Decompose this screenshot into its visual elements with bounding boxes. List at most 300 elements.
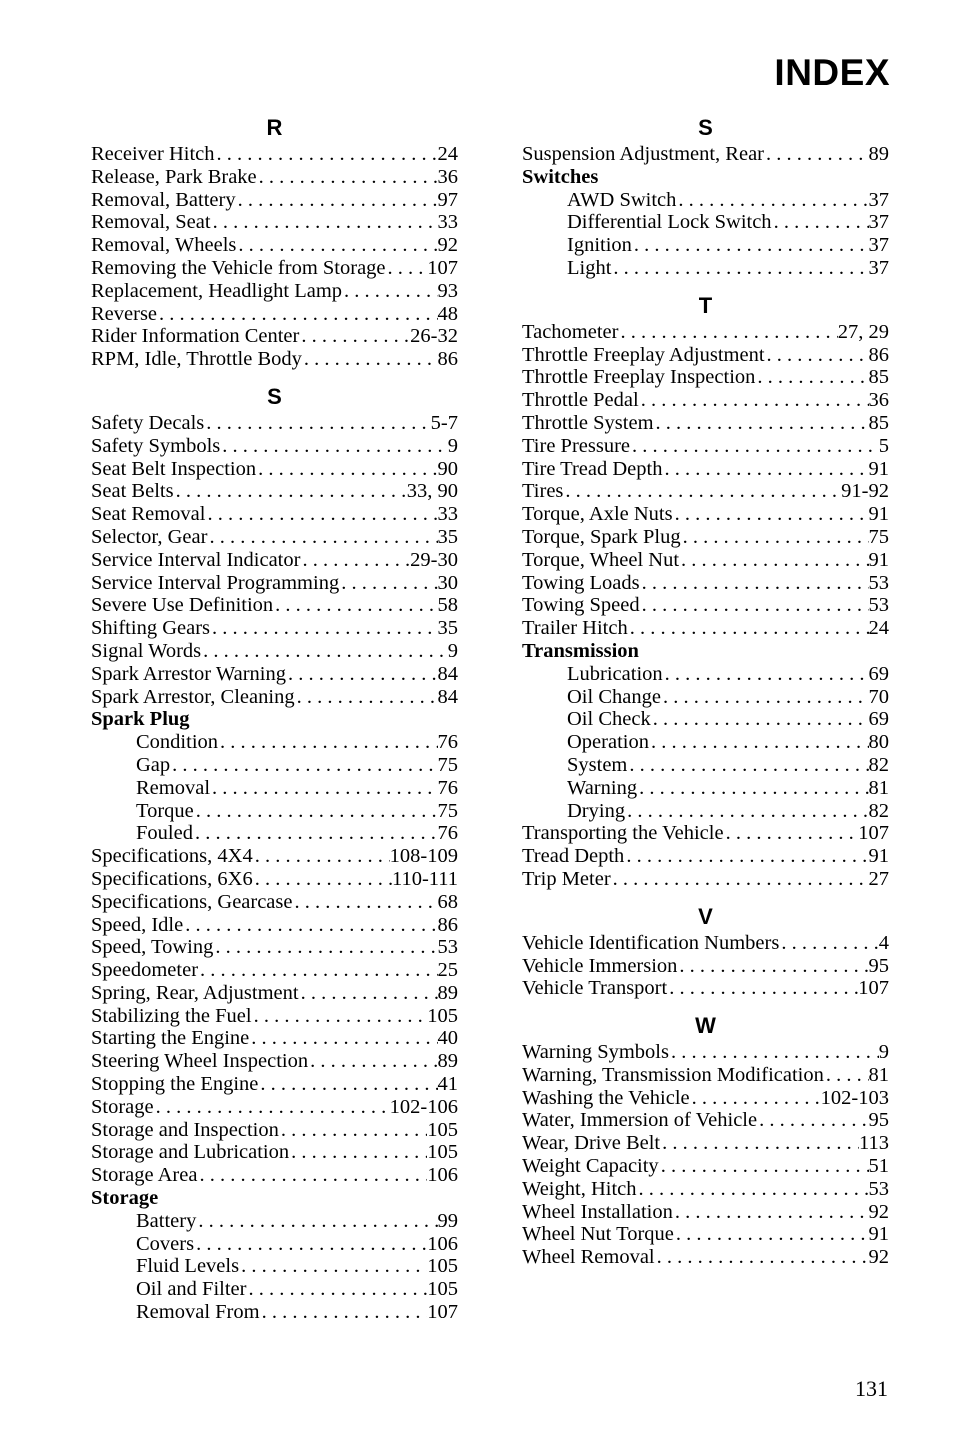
dot-leader	[211, 211, 438, 234]
index-entry	[522, 572, 889, 595]
entry-text: Tire Pressure	[522, 434, 631, 457]
entry-page-ref: 75	[437, 799, 458, 822]
entry-text: Throttle Freeplay Inspection	[522, 366, 756, 389]
entry-page-ref: 107	[858, 977, 889, 1000]
dot-leader	[624, 845, 868, 868]
index-entry	[91, 480, 458, 503]
entry-text: Spark Arrestor Warning	[91, 662, 286, 685]
entry-page-ref: 91	[868, 503, 889, 526]
dot-leader	[236, 189, 438, 212]
index-entry	[522, 526, 889, 549]
entry-page-ref: 30	[437, 571, 458, 594]
index-subentry	[91, 1210, 458, 1233]
index-subentry	[522, 777, 889, 800]
dot-leader	[765, 344, 869, 367]
dot-leader	[824, 1064, 869, 1087]
entry-text: Throttle Freeplay Adjustment	[522, 343, 765, 366]
entry-page-ref: 4	[878, 931, 889, 954]
entry-page-ref: 36	[437, 165, 458, 188]
index-entry	[522, 366, 889, 389]
index-entry	[91, 348, 458, 371]
dot-leader	[659, 1155, 869, 1178]
dot-leader	[239, 1255, 427, 1278]
entry-page-ref: 76	[437, 731, 458, 754]
entry-page-ref: 53	[868, 1177, 889, 1200]
index-entry	[522, 1178, 889, 1201]
dot-leader	[654, 412, 869, 435]
entry-page-ref: 37	[868, 256, 889, 279]
entry-page-ref: 69	[868, 662, 889, 685]
section-letter: W	[695, 1013, 716, 1039]
dot-leader	[302, 348, 438, 371]
index-subentry	[91, 822, 458, 845]
index-entry	[91, 1141, 458, 1164]
entry-page-ref: 92	[868, 1200, 889, 1223]
dot-leader	[194, 800, 438, 823]
dot-leader	[205, 503, 437, 526]
index-entry	[91, 640, 458, 663]
dot-leader	[236, 234, 437, 257]
entry-text: Torque, Spark Plug	[522, 525, 681, 548]
index-entry	[522, 1201, 889, 1224]
index-subentry	[522, 754, 889, 777]
entry-page-ref: 91	[868, 845, 889, 868]
dot-leader	[628, 617, 869, 640]
index-subentry	[522, 189, 889, 212]
index-entry	[91, 412, 458, 435]
entry-text: Washing the Vehicle	[522, 1086, 690, 1109]
entry-text: Removal, Wheels	[91, 234, 237, 257]
entry-text: Wheel Nut Torque	[522, 1223, 674, 1246]
dot-leader	[170, 754, 437, 777]
dot-leader	[273, 594, 437, 617]
index-column-right	[522, 113, 889, 1269]
dot-leader	[342, 280, 437, 303]
index-entry	[91, 549, 458, 572]
index-entry	[91, 234, 458, 257]
index-subentry	[91, 777, 458, 800]
entry-text: Specifications, 6X6	[91, 867, 253, 890]
index-entry	[522, 868, 889, 891]
dot-leader	[640, 572, 869, 595]
entry-text: Tachometer	[522, 320, 619, 343]
entry-page-ref: 105	[427, 1141, 458, 1164]
index-entry	[522, 321, 889, 344]
section-letter: S	[698, 115, 713, 140]
entry-page-ref: 48	[437, 302, 458, 325]
dot-leader	[194, 1233, 427, 1256]
entry-text: Towing Loads	[522, 571, 640, 594]
entry-text: Weight Capacity	[522, 1155, 659, 1178]
entry-text: Drying	[567, 799, 626, 822]
entry-page-ref: 24	[868, 617, 889, 640]
entry-page-ref: 40	[437, 1027, 458, 1050]
index-entry	[91, 458, 458, 481]
index-entry	[91, 211, 458, 234]
entry-text: Storage and Inspection	[91, 1118, 279, 1141]
entry-page-ref: 89	[437, 981, 458, 1004]
dot-leader	[625, 800, 868, 823]
entry-text: Release, Park Brake	[91, 165, 257, 188]
dot-leader	[213, 936, 437, 959]
index-entry	[522, 503, 889, 526]
dot-leader	[679, 549, 868, 572]
entry-page-ref: 68	[437, 890, 458, 913]
entry-page-ref: 9	[878, 1041, 889, 1064]
entry-text: Shifting Gears	[91, 617, 210, 640]
index-entry	[522, 480, 889, 503]
entry-text: Service Interval Programming	[91, 571, 340, 594]
entry-page-ref: 27	[868, 867, 889, 890]
entry-text: Selector, Gear	[91, 525, 208, 548]
entry-page-ref: 53	[437, 936, 458, 959]
dot-leader	[252, 1005, 428, 1028]
dot-leader	[677, 955, 868, 978]
entry-text: Removal	[136, 776, 211, 799]
dot-leader	[673, 1201, 869, 1224]
dot-leader	[339, 572, 437, 595]
index-column-left	[91, 113, 458, 1324]
dot-leader	[640, 594, 869, 617]
index-entry	[522, 412, 889, 435]
entry-page-ref: 92	[437, 234, 458, 257]
entry-text: Tread Depth	[522, 845, 625, 868]
entry-text: Storage and Lubrication	[91, 1141, 290, 1164]
dot-leader	[611, 868, 869, 891]
entry-text: Specifications, Gearcase	[91, 890, 293, 913]
section-letter: R	[266, 115, 283, 140]
index-entry	[91, 572, 458, 595]
entry-text: Seat Belts	[91, 480, 174, 503]
entry-text: Reverse	[91, 302, 158, 325]
index-entry	[522, 1132, 889, 1155]
dot-leader	[660, 1132, 859, 1155]
index-subentry	[91, 1278, 458, 1301]
dot-leader	[690, 1087, 821, 1110]
entry-text: Condition	[136, 731, 219, 754]
entry-page-ref: 85	[868, 366, 889, 389]
dot-leader	[724, 822, 859, 845]
dot-leader	[293, 891, 438, 914]
index-subentry	[91, 1255, 458, 1278]
section-letter: S	[267, 383, 282, 409]
entry-page-ref: 33, 90	[406, 480, 458, 503]
dot-leader	[649, 731, 869, 754]
dot-leader	[386, 257, 428, 280]
dot-leader	[253, 845, 390, 868]
index-entry	[91, 663, 458, 686]
entry-text: Speed, Towing	[91, 936, 214, 959]
entry-text: Covers	[136, 1232, 195, 1255]
entry-page-ref: 107	[858, 822, 889, 845]
entry-text: Tires	[522, 480, 564, 503]
index-entry	[91, 1096, 458, 1119]
index-group-heading	[91, 1187, 458, 1210]
entry-text: Differential Lock Switch	[567, 211, 772, 234]
entry-page-ref: 91	[868, 457, 889, 480]
dot-leader	[197, 1164, 427, 1187]
dot-leader	[674, 1223, 869, 1246]
entry-text: Seat Removal	[91, 503, 206, 526]
dot-leader	[627, 754, 868, 777]
index-entry	[91, 868, 458, 891]
entry-page-ref: 53	[868, 571, 889, 594]
dot-leader	[279, 1119, 427, 1142]
entry-page-ref: 51	[868, 1155, 889, 1178]
entry-page-ref: 107	[427, 1301, 458, 1324]
entry-text: Fluid Levels	[136, 1255, 240, 1278]
entry-text: Storage	[91, 1187, 159, 1210]
index-subentry	[522, 257, 889, 280]
entry-text: Torque	[136, 799, 194, 822]
entry-page-ref: 108-109	[389, 845, 458, 868]
entry-text: Speed, Idle	[91, 913, 184, 936]
entry-text: Trip Meter	[522, 867, 611, 890]
entry-text: Rider Information Center	[91, 325, 300, 348]
dot-leader	[299, 325, 410, 348]
index-entry	[91, 845, 458, 868]
index-entry	[91, 1164, 458, 1187]
index-entry	[91, 1005, 458, 1028]
index-entry	[522, 822, 889, 845]
index-subentry	[522, 708, 889, 731]
entry-page-ref: 27, 29	[837, 320, 889, 343]
entry-text: Stabilizing the Fuel	[91, 1004, 252, 1027]
entry-text: Speedometer	[91, 959, 199, 982]
index-entry	[91, 617, 458, 640]
dot-leader	[681, 526, 869, 549]
entry-page-ref: 41	[437, 1073, 458, 1096]
entry-text: Receiver Hitch	[91, 143, 215, 165]
dot-leader	[755, 366, 868, 389]
index-entry	[522, 435, 889, 458]
entry-page-ref: 76	[437, 776, 458, 799]
entry-page-ref: 106	[427, 1232, 458, 1255]
entry-page-ref: 84	[437, 685, 458, 708]
entry-text: Weight, Hitch	[522, 1177, 637, 1200]
entry-text: Stopping the Engine	[91, 1073, 259, 1096]
entry-page-ref: 86	[437, 348, 458, 371]
index-entry	[522, 977, 889, 1000]
index-entry	[522, 143, 889, 166]
entry-text: Vehicle Identification Numbers	[522, 931, 780, 954]
dot-leader	[193, 822, 438, 845]
dot-leader	[663, 663, 869, 686]
entry-text: Starting the Engine	[91, 1027, 250, 1050]
index-section	[522, 291, 889, 891]
index-entry	[522, 389, 889, 412]
entry-page-ref: 9	[447, 639, 458, 662]
index-entry	[91, 303, 458, 326]
index-subentry	[91, 1301, 458, 1324]
entry-page-ref: 92	[868, 1246, 889, 1269]
entry-text: Oil Change	[567, 685, 661, 708]
entry-page-ref: 105	[427, 1118, 458, 1141]
index-group-heading	[91, 708, 458, 731]
index-entry	[91, 526, 458, 549]
entry-page-ref: 107	[427, 256, 458, 279]
entry-page-ref: 91-92	[841, 480, 889, 503]
index-entry	[91, 280, 458, 303]
entry-text: Vehicle Transport	[522, 977, 668, 1000]
entry-page-ref: 35	[437, 617, 458, 640]
entry-text: Spark Plug	[91, 708, 190, 731]
entry-page-ref: 90	[437, 457, 458, 480]
entry-text: Throttle Pedal	[522, 389, 639, 412]
index-entry	[91, 686, 458, 709]
entry-text: Seat Belt Inspection	[91, 457, 257, 480]
index-entry	[91, 1073, 458, 1096]
entry-text: Water, Immersion of Vehicle	[522, 1109, 758, 1132]
dot-leader	[174, 480, 407, 503]
dot-leader	[661, 686, 869, 709]
index-entry	[522, 1155, 889, 1178]
entry-text: Wheel Removal	[522, 1246, 655, 1269]
entry-text: Removing the Vehicle from Storage	[91, 256, 386, 279]
dot-leader	[253, 868, 392, 891]
dot-leader	[196, 1210, 437, 1233]
entry-page-ref: 95	[868, 1109, 889, 1132]
entry-text: Safety Decals	[91, 411, 205, 434]
index-entry	[91, 959, 458, 982]
dot-leader	[295, 686, 438, 709]
entry-text: Safety Symbols	[91, 434, 221, 457]
dot-leader	[639, 389, 869, 412]
entry-page-ref: 69	[868, 708, 889, 731]
entry-text: Trailer Hitch	[522, 617, 628, 640]
dot-leader	[215, 143, 438, 166]
dot-leader	[249, 1027, 437, 1050]
entry-text: Suspension Adjustment, Rear	[522, 143, 765, 165]
index-entry	[91, 982, 458, 1005]
entry-page-ref: 75	[437, 753, 458, 776]
dot-leader	[286, 663, 438, 686]
dot-leader	[676, 189, 868, 212]
index-subentry	[91, 1233, 458, 1256]
entry-page-ref: 76	[437, 822, 458, 845]
entry-text: Fouled	[136, 822, 193, 845]
entry-text: Wheel Installation	[522, 1200, 673, 1223]
entry-text: Service Interval Indicator	[91, 548, 301, 571]
entry-text: Ignition	[567, 234, 632, 257]
entry-text: Warning	[567, 776, 638, 799]
index-entry	[522, 617, 889, 640]
index-entry	[91, 1119, 458, 1142]
index-entry	[91, 257, 458, 280]
index-subentry	[522, 234, 889, 257]
entry-text: Removal, Seat	[91, 211, 211, 234]
entry-page-ref: 81	[868, 776, 889, 799]
entry-page-ref: 86	[868, 343, 889, 366]
entry-page-ref: 105	[427, 1004, 458, 1027]
section-letter: V	[698, 903, 713, 929]
index-group-heading	[522, 640, 889, 663]
dot-leader	[198, 959, 437, 982]
entry-text: Vehicle Immersion	[522, 954, 678, 977]
entry-text: Spark Arrestor, Cleaning	[91, 685, 295, 708]
dot-leader	[260, 1301, 428, 1324]
entry-text: Oil Check	[567, 708, 651, 731]
dot-leader	[154, 1096, 390, 1119]
entry-page-ref: 97	[437, 188, 458, 211]
entry-text: Warning Symbols	[522, 1041, 669, 1064]
entry-page-ref: 33	[437, 503, 458, 526]
dot-leader	[299, 982, 438, 1005]
index-entry	[522, 1246, 889, 1269]
dot-leader	[207, 526, 437, 549]
index-entry	[522, 594, 889, 617]
dot-leader	[618, 321, 837, 344]
entry-text: Tire Tread Depth	[522, 457, 663, 480]
entry-text: Spring, Rear, Adjustment	[91, 981, 299, 1004]
index-entry	[91, 325, 458, 348]
entry-text: Oil and Filter	[136, 1278, 247, 1301]
index-subentry	[522, 211, 889, 234]
index-entry	[522, 1109, 889, 1132]
index-section	[91, 113, 458, 371]
entry-page-ref: 99	[437, 1209, 458, 1232]
index-subentry	[522, 663, 889, 686]
entry-page-ref: 29-30	[410, 548, 458, 571]
index-entry	[522, 1087, 889, 1110]
index-entry	[91, 503, 458, 526]
index-entry	[91, 914, 458, 937]
dot-leader	[757, 1109, 868, 1132]
dot-leader	[210, 777, 437, 800]
entry-page-ref: 58	[437, 594, 458, 617]
entry-page-ref: 89	[868, 143, 889, 165]
entry-page-ref: 102-106	[389, 1095, 458, 1118]
dot-leader	[256, 458, 437, 481]
entry-text: Throttle System	[522, 411, 654, 434]
entry-text: RPM, Idle, Throttle Body	[91, 348, 302, 371]
dot-leader	[779, 932, 878, 955]
entry-text: Torque, Axle Nuts	[522, 503, 673, 526]
entry-page-ref: 106	[427, 1164, 458, 1187]
index-entry	[522, 458, 889, 481]
index-subentry	[522, 686, 889, 709]
dot-leader	[632, 234, 869, 257]
entry-page-ref: 102-103	[820, 1086, 889, 1109]
entry-text: Removal From	[136, 1301, 260, 1324]
dot-leader	[218, 731, 437, 754]
entry-page-ref: 75	[868, 525, 889, 548]
entry-page-ref: 9	[447, 434, 458, 457]
dot-leader	[183, 914, 437, 937]
dot-leader	[220, 435, 447, 458]
index-section	[522, 113, 889, 280]
dot-leader	[204, 412, 430, 435]
index-entry	[91, 891, 458, 914]
entry-page-ref: 24	[437, 143, 458, 165]
entry-text: Storage	[91, 1095, 154, 1118]
entry-page-ref: 91	[868, 1223, 889, 1246]
dot-leader	[662, 458, 868, 481]
index-entry	[91, 1027, 458, 1050]
index-subentry	[522, 731, 889, 754]
entry-page-ref: 33	[437, 211, 458, 234]
index-entry	[91, 189, 458, 212]
dot-leader	[637, 1178, 869, 1201]
dot-leader	[673, 503, 869, 526]
page-title: INDEX	[774, 52, 890, 93]
entry-page-ref: 113	[859, 1132, 889, 1155]
entry-text: AWD Switch	[567, 188, 677, 211]
dot-leader	[655, 1246, 869, 1269]
entry-page-ref: 110-111	[391, 867, 458, 890]
dot-leader	[651, 708, 869, 731]
entry-text: Warning, Transmission Modification	[522, 1063, 824, 1086]
